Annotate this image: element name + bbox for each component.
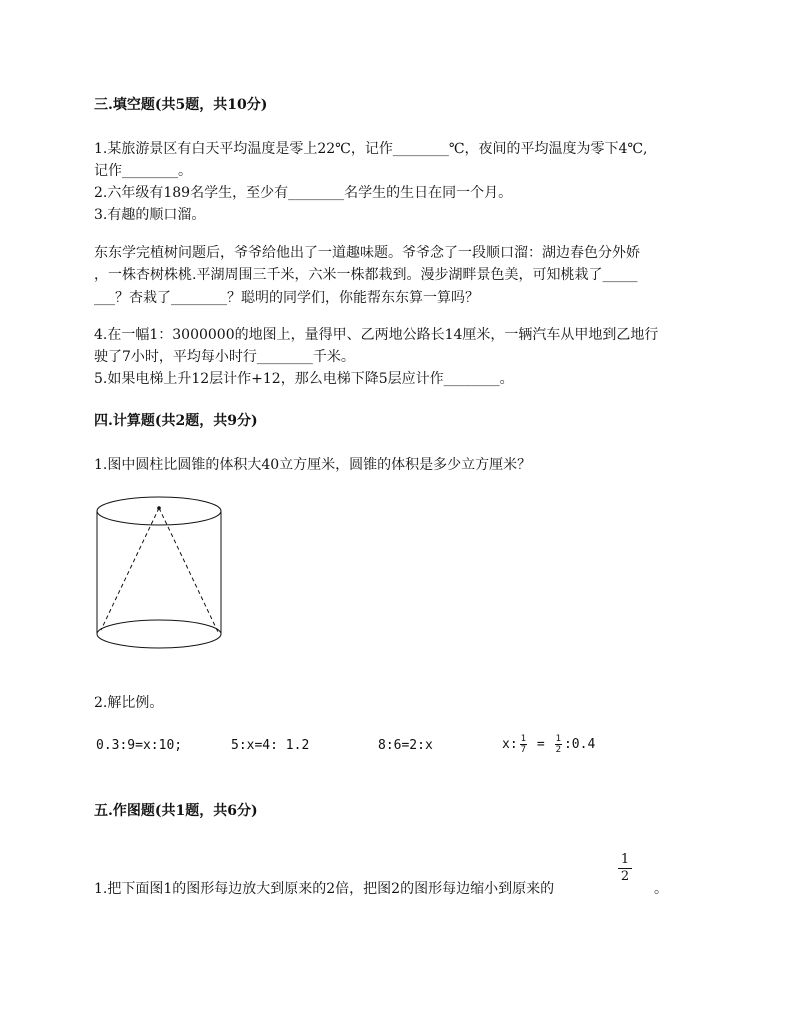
cylinder-bottom-front (97, 634, 221, 648)
q4-1: 1.图中圆柱比圆锥的体积大40立方厘米，圆锥的体积是多少立方厘米？ (94, 457, 532, 473)
cylinder-bottom-back (97, 620, 221, 634)
section3-title: 三.填空题(共5题，共10分) (94, 97, 268, 113)
q5-1: 1.把下面图1的图形每边放大到原来的2倍，把图2的图形每边缩小到原来的 (94, 881, 555, 897)
q3-2: 2.六年级有189名学生，至少有________名学生的生日在同一个月。 (94, 185, 513, 201)
proportion-eq4 (502, 734, 595, 755)
q3-1-line1: 1.某旅游景区有白天平均温度是零上22℃，记作________℃，夜间的平均温度为零下4℃, (94, 141, 648, 157)
q3-4-line1: 4.在一幅1：3000000的地图上，量得甲、乙两地公路长14厘米，一辆汽车从甲地到乙地行 (94, 327, 659, 343)
proportion-eq2: 5:x=4: 1.2 (231, 738, 310, 753)
proportion-eq3: 8:6=2:x (378, 738, 433, 753)
cone-left-edge (101, 508, 159, 630)
eq4-fraction-1: $\frac{1}{7}$ (520, 734, 527, 755)
q5-1-fraction: $\frac{1}{2}$ (618, 852, 632, 885)
q3-3: 3.有趣的顺口溜。 (94, 207, 206, 223)
section5-title: 五.作图题(共1题，共6分) (94, 803, 258, 819)
q5-1-end: 。 (654, 881, 668, 897)
eq4-part-c: :0.4 (563, 737, 596, 752)
cone-right-edge (159, 508, 218, 632)
q3-4-line2: 驶了7小时，平均每小时行________千米。 (94, 349, 355, 365)
q3-5: 5.如果电梯上升12层计作+12，那么电梯下降5层应计作________。 (94, 371, 514, 387)
eq4-part-a: x: (502, 737, 518, 752)
cone-apex-dot (157, 506, 161, 510)
q4-2: 2.解比例。 (94, 695, 164, 711)
q3-3-paragraph-line2: ，一株杏树株桃.平湖周围三千米，六米一株都栽到。漫步湖畔景色美，可知桃栽了_____ (94, 267, 638, 283)
q3-1-line2: 记作________。 (94, 163, 192, 179)
q3-3-paragraph-line1: 东东学完植树问题后，爷爷给他出了一道趣味题。爷爷念了一段顺口溜：湖边春色分外娇 (94, 245, 640, 261)
section4-title: 四.计算题(共2题，共9分) (94, 413, 258, 429)
cylinder-top-ellipse (97, 497, 221, 525)
q3-3-paragraph-line3: ___？杏栽了________？聪明的同学们，你能帮东东算一算吗？ (94, 290, 479, 306)
cylinder-cone-figure (94, 494, 226, 652)
proportion-eq1: 0.3:9=x:10; (96, 738, 183, 753)
eq4-part-b: = (529, 737, 553, 752)
eq4-fraction-2: $\frac{1}{2}$ (555, 734, 561, 755)
